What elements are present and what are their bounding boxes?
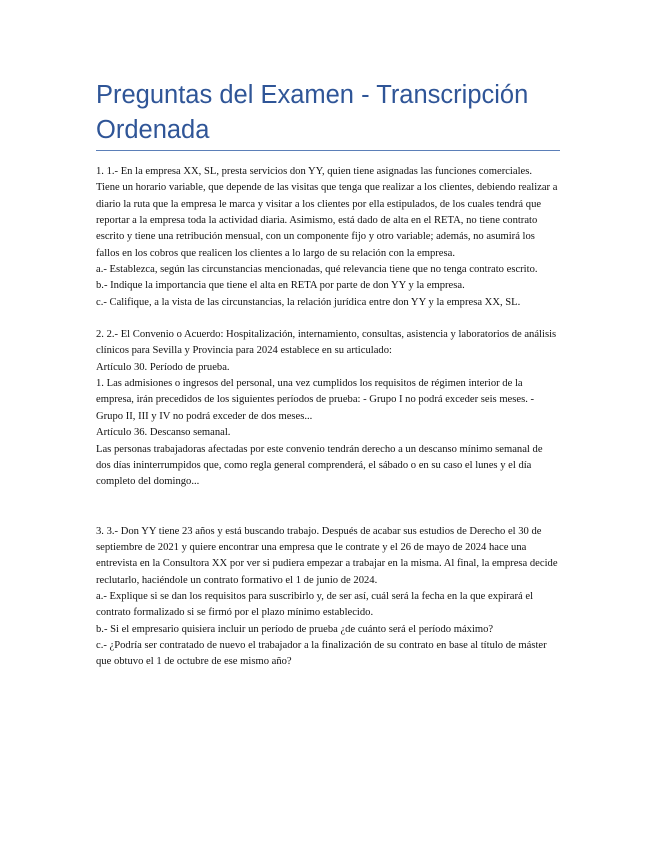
- question-3: [96, 524, 558, 671]
- question-3-statement: 3. 3.- Don YY tiene 23 años y está buscando trabajo. Después de acabar sus estudios de Derecho el 30 de septiembre de 2021 y quiere encontrar una empresa que le contrate y el 26 de mayo de 2024 hace una entrevista en la Consultora XX por ver si pudiera empezar a trabajar en la misma. Al final, la empresa decide reclutarlo, haciéndole un contrato formativo el 1 de junio de 2024.: [96, 525, 558, 586]
- question-1-part-c: c.- Califique, a la vista de las circunstancias, la relación jurídica entre don YY y la empresa XX, SL.: [96, 296, 521, 308]
- question-2-article-36-text: Las personas trabajadoras afectadas por este convenio tendrán derecho a un descanso mínimo semanal de dos días ininterrumpidos que, como regla general comprenderá, el sábado o en su caso el lunes y el día completo del domingo...: [96, 443, 543, 488]
- question-2-article-36-heading: Artículo 36. Descanso semanal.: [96, 427, 231, 439]
- question-3-part-b: b.- Si el empresario quisiera incluir un período de prueba ¿de cuánto será el período máximo?: [96, 623, 494, 635]
- question-3-part-a: a.- Explique si se dan los requisitos para suscribirlo y, de ser así, cuál será la fecha en la que expirará el contrato formalizado si se firmó por el plazo mínimo establecido.: [96, 590, 534, 619]
- question-1-part-a: a.- Establezca, según las circunstancias mencionadas, qué relevancia tiene que no tenga contrato escrito.: [96, 264, 538, 276]
- question-2-article-30-text: 1. Las admisiones o ingresos del personal, una vez cumplidos los requisitos de régimen interior de la empresa, irán precedidos de los siguientes períodos de prueba: - Grupo I no podrá exceder seis meses. - Grupo II, III y IV no podrá exceder de dos meses...: [96, 378, 535, 422]
- document-body: [96, 164, 558, 671]
- question-2: [96, 327, 558, 490]
- question-1-statement: 1. 1.- En la empresa XX, SL, presta servicios don YY, quien tiene asignadas las funciones comerciales. Tiene un horario variable, que depende de las visitas que tenga que realizar a los clientes, debiendo realizar a diario la ruta que la empresa le marca y visitar a los clientes por ella estipulados, de los cuales tendrá que reportar a la empresa toda la actividad diaria. Asimismo, está dado de alta en el RETA, no tiene contrato escrito y tiene una retribución mensual, con un componente fijo y otro variable; además, no asumirá los fallos en los cobros que realicen los clientes a lo largo de su relación con la empresa.: [96, 166, 558, 259]
- question-1: [96, 164, 558, 311]
- question-2-article-30-heading: Artículo 30. Período de prueba.: [96, 361, 230, 373]
- paragraph-spacer: [96, 491, 558, 524]
- question-2-statement: 2. 2.- El Convenio o Acuerdo: Hospitalización, internamiento, consultas, asistencia y laboratorios de análisis clínicos para Sevilla y Provincia para 2024 establece en su articulado:: [96, 329, 557, 357]
- question-3-part-c: c.- ¿Podría ser contratado de nuevo el trabajador a la finalización de su contrato en base al título de máster que obtuvo el 1 de octubre de ese mismo año?: [96, 639, 547, 668]
- question-1-part-b: b.- Indique la importancia que tiene el alta en RETA por parte de don YY y la empresa.: [96, 280, 465, 292]
- title-divider: [96, 150, 560, 151]
- page-title: Preguntas del Examen - Transcripción Ordenada: [96, 81, 529, 144]
- paragraph-spacer: [96, 311, 558, 327]
